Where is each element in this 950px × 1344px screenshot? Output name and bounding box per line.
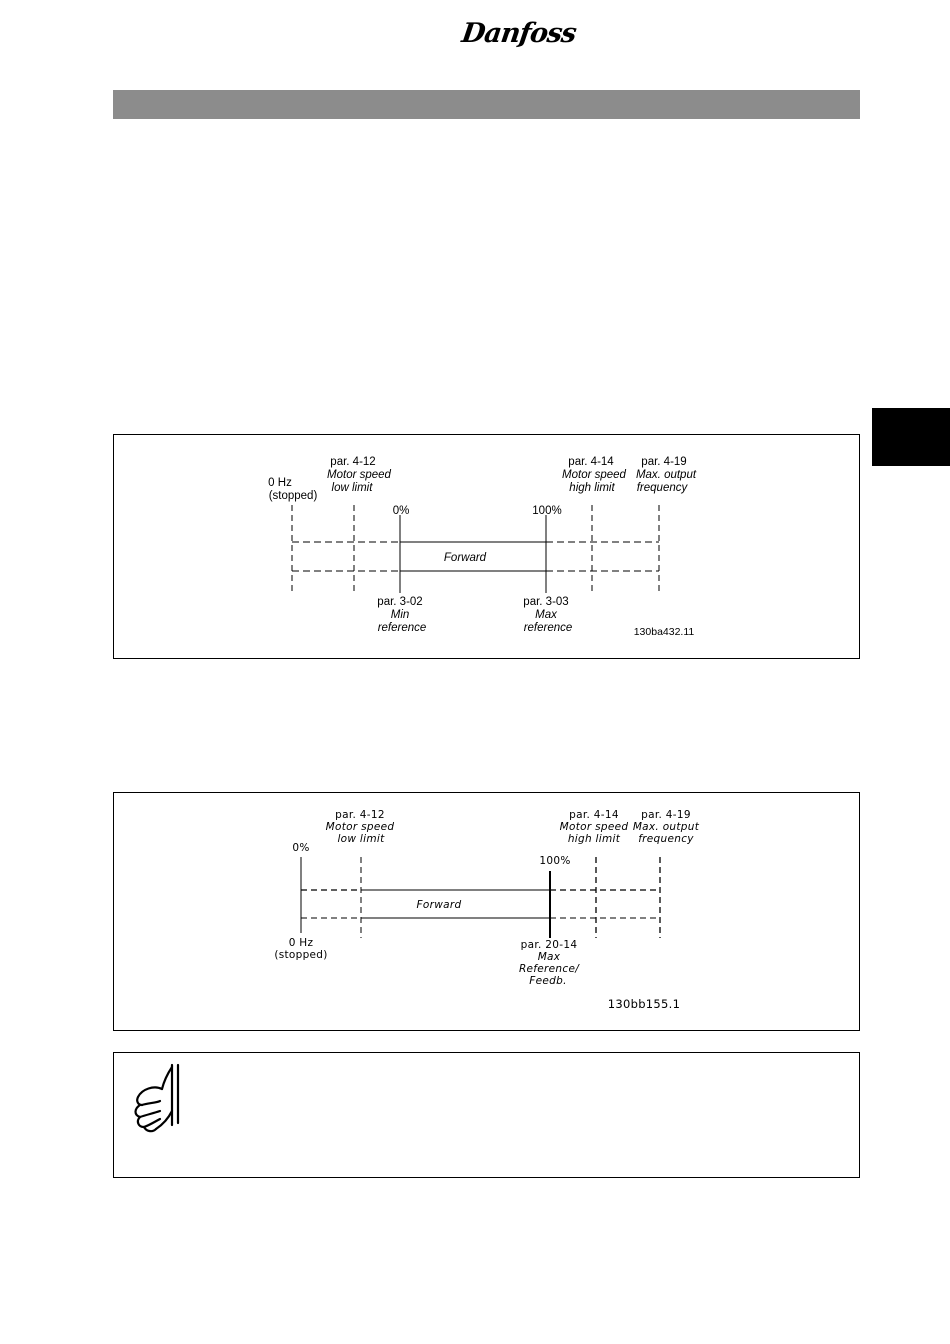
hundred-percent-label: 100%: [532, 505, 562, 517]
danfoss-logo: Danfoss: [459, 18, 578, 49]
chapter-tab: [872, 408, 950, 466]
zero-hz-label: 0 Hz: [288, 937, 314, 949]
note-box: [113, 1052, 860, 1178]
motor-speed-high-label-1: Motor speed: [562, 469, 626, 481]
motor-speed-low-label-2: low limit: [331, 482, 373, 494]
stopped-label: (stopped): [268, 490, 318, 502]
max-output-label-1: Max. output: [635, 469, 697, 481]
zero-percent-label: 0%: [392, 505, 410, 517]
par-3-03-label: par. 3-03: [523, 596, 569, 608]
diagram-1-canvas: [114, 435, 859, 658]
par-4-19-label: par. 4-19: [641, 809, 691, 821]
par-4-12-label: par. 4-12: [330, 456, 376, 468]
par-4-12-label: par. 4-12: [335, 809, 385, 821]
reference-range-diagram-1: [113, 434, 860, 659]
par-4-19-label: par. 4-19: [641, 456, 687, 468]
zero-percent-label: 0%: [292, 842, 310, 854]
par-4-14-label: par. 4-14: [569, 809, 619, 821]
zero-hz-label: 0 Hz: [268, 477, 292, 489]
motor-speed-low-label-2: low limit: [337, 833, 385, 845]
par-4-14-label: par. 4-14: [568, 456, 614, 468]
par-3-02-label: par. 3-02: [377, 596, 423, 608]
figure-code-1: 130ba432.11: [633, 626, 695, 638]
diagram-2-canvas: [114, 793, 859, 1030]
pointing-hand-icon: [128, 1059, 188, 1139]
hundred-percent-label: 100%: [539, 855, 571, 867]
feedback-label: Feedb.: [529, 975, 567, 987]
max-reference-label: reference: [523, 622, 573, 634]
stopped-label: (stopped): [274, 949, 328, 961]
max-output-label-2: frequency: [636, 482, 688, 494]
motor-speed-low-label-1: Motor speed: [325, 821, 395, 833]
min-label: Min: [390, 609, 410, 621]
max-output-label-1: Max. output: [632, 821, 700, 833]
forward-label: Forward: [416, 899, 462, 911]
max-output-label-2: frequency: [638, 833, 694, 845]
forward-label: Forward: [443, 552, 487, 564]
motor-speed-high-label-1: Motor speed: [559, 821, 629, 833]
min-reference-label: reference: [377, 622, 427, 634]
figure-code-2: 130bb155.1: [607, 997, 681, 1011]
motor-speed-high-label-2: high limit: [567, 833, 621, 845]
section-header-bar: [113, 90, 860, 119]
max-label: Max: [535, 609, 557, 621]
reference-range-diagram-2: [113, 792, 860, 1031]
max-label: Max: [537, 951, 561, 963]
reference-label: Reference/: [518, 963, 580, 975]
par-20-14-label: par. 20-14: [520, 939, 578, 951]
motor-speed-high-label-2: high limit: [569, 482, 615, 494]
motor-speed-low-label-1: Motor speed: [327, 469, 391, 481]
